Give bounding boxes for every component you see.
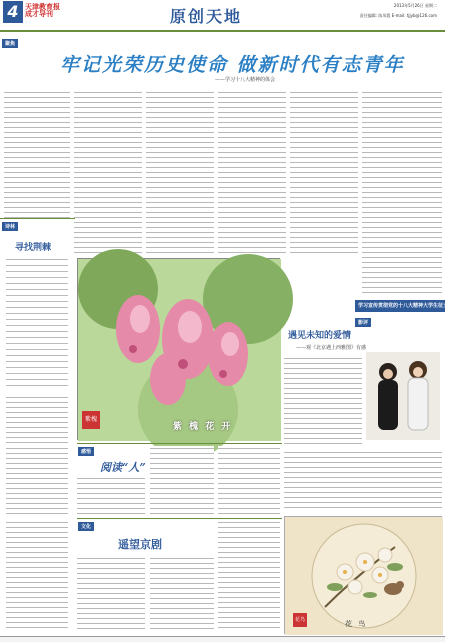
footer-strip <box>0 636 445 642</box>
lead-headline: 牢记光荣历史使命 做新时代有志青年 <box>60 54 405 76</box>
painting-seal-stamp: 花鸟 <box>293 613 307 627</box>
wisteria-photo <box>77 258 280 440</box>
wisteria-illustration <box>78 259 281 441</box>
editor-name: 责任编辑: 陈凤霞 <box>359 13 391 18</box>
essay2-column-2 <box>150 556 214 632</box>
issue-date: 2013年5月26日 星期二 <box>393 3 437 8</box>
essay2-column-3 <box>218 520 280 632</box>
bird-flower-painting <box>284 516 442 634</box>
masthead-logo <box>25 3 60 17</box>
essay1-title: 阅读“人” <box>100 461 146 474</box>
poem-title: 寻找荆棘 <box>15 243 52 253</box>
poem-rule <box>0 218 75 219</box>
essay2-title: 遥望京剧 <box>118 538 162 551</box>
film-body-1 <box>284 356 362 446</box>
poem-note <box>6 395 68 445</box>
film-body-2 <box>284 450 442 512</box>
film-couple-illustration <box>366 352 440 440</box>
essay1-column-1 <box>77 476 145 516</box>
bird-flower-illustration <box>285 517 443 635</box>
film-poster <box>366 352 440 440</box>
editor-info <box>360 13 437 19</box>
left-lower-column <box>6 520 68 632</box>
campaign-banner: 学习宣传贯彻党的十八大精神大学生征文选登 <box>355 300 445 312</box>
essay1-column-2 <box>150 446 214 516</box>
paper-name: 天津教育报 <box>25 2 60 11</box>
page-number: 4 <box>3 1 23 23</box>
paper-subtitle: 成才导刊 <box>25 9 53 18</box>
poem-body <box>6 256 68 391</box>
lead-column-5 <box>290 90 358 255</box>
lead-column-1 <box>4 90 70 220</box>
lead-column-6 <box>362 90 442 295</box>
lead-section-tag: 聚焦 <box>2 39 18 48</box>
header-rule <box>0 30 445 32</box>
essay1-section-tag: 感悟 <box>78 447 94 456</box>
essay2-column-1 <box>77 556 145 632</box>
essay1-column-3 <box>218 446 280 516</box>
poem-lower-body <box>6 446 68 516</box>
essay2-section-tag: 文化 <box>78 522 94 531</box>
poem-section-tag: 诗林 <box>2 222 18 231</box>
film-section-tag: 影评 <box>355 318 371 327</box>
painting-caption: 花 鸟 <box>345 620 368 628</box>
lead-column-3 <box>146 90 214 255</box>
editor-email: E-mail: tjjyb@126.com <box>391 13 437 18</box>
film-subtitle: ——观《北京遇上西雅图》有感 <box>296 345 367 351</box>
wisteria-caption: 紫 槐 花 开 <box>173 422 233 432</box>
essay1-rule <box>77 443 282 444</box>
wisteria-seal-stamp: 紫槐 <box>82 411 100 429</box>
lead-column-4 <box>218 90 286 255</box>
film-title: 遇见未知的爱情 <box>288 331 352 341</box>
lead-column-2 <box>74 90 142 255</box>
essay2-rule <box>77 518 282 519</box>
section-title: 原创天地 <box>170 7 243 26</box>
lead-subheadline: ——学习十八大精神的体会 <box>215 77 276 83</box>
